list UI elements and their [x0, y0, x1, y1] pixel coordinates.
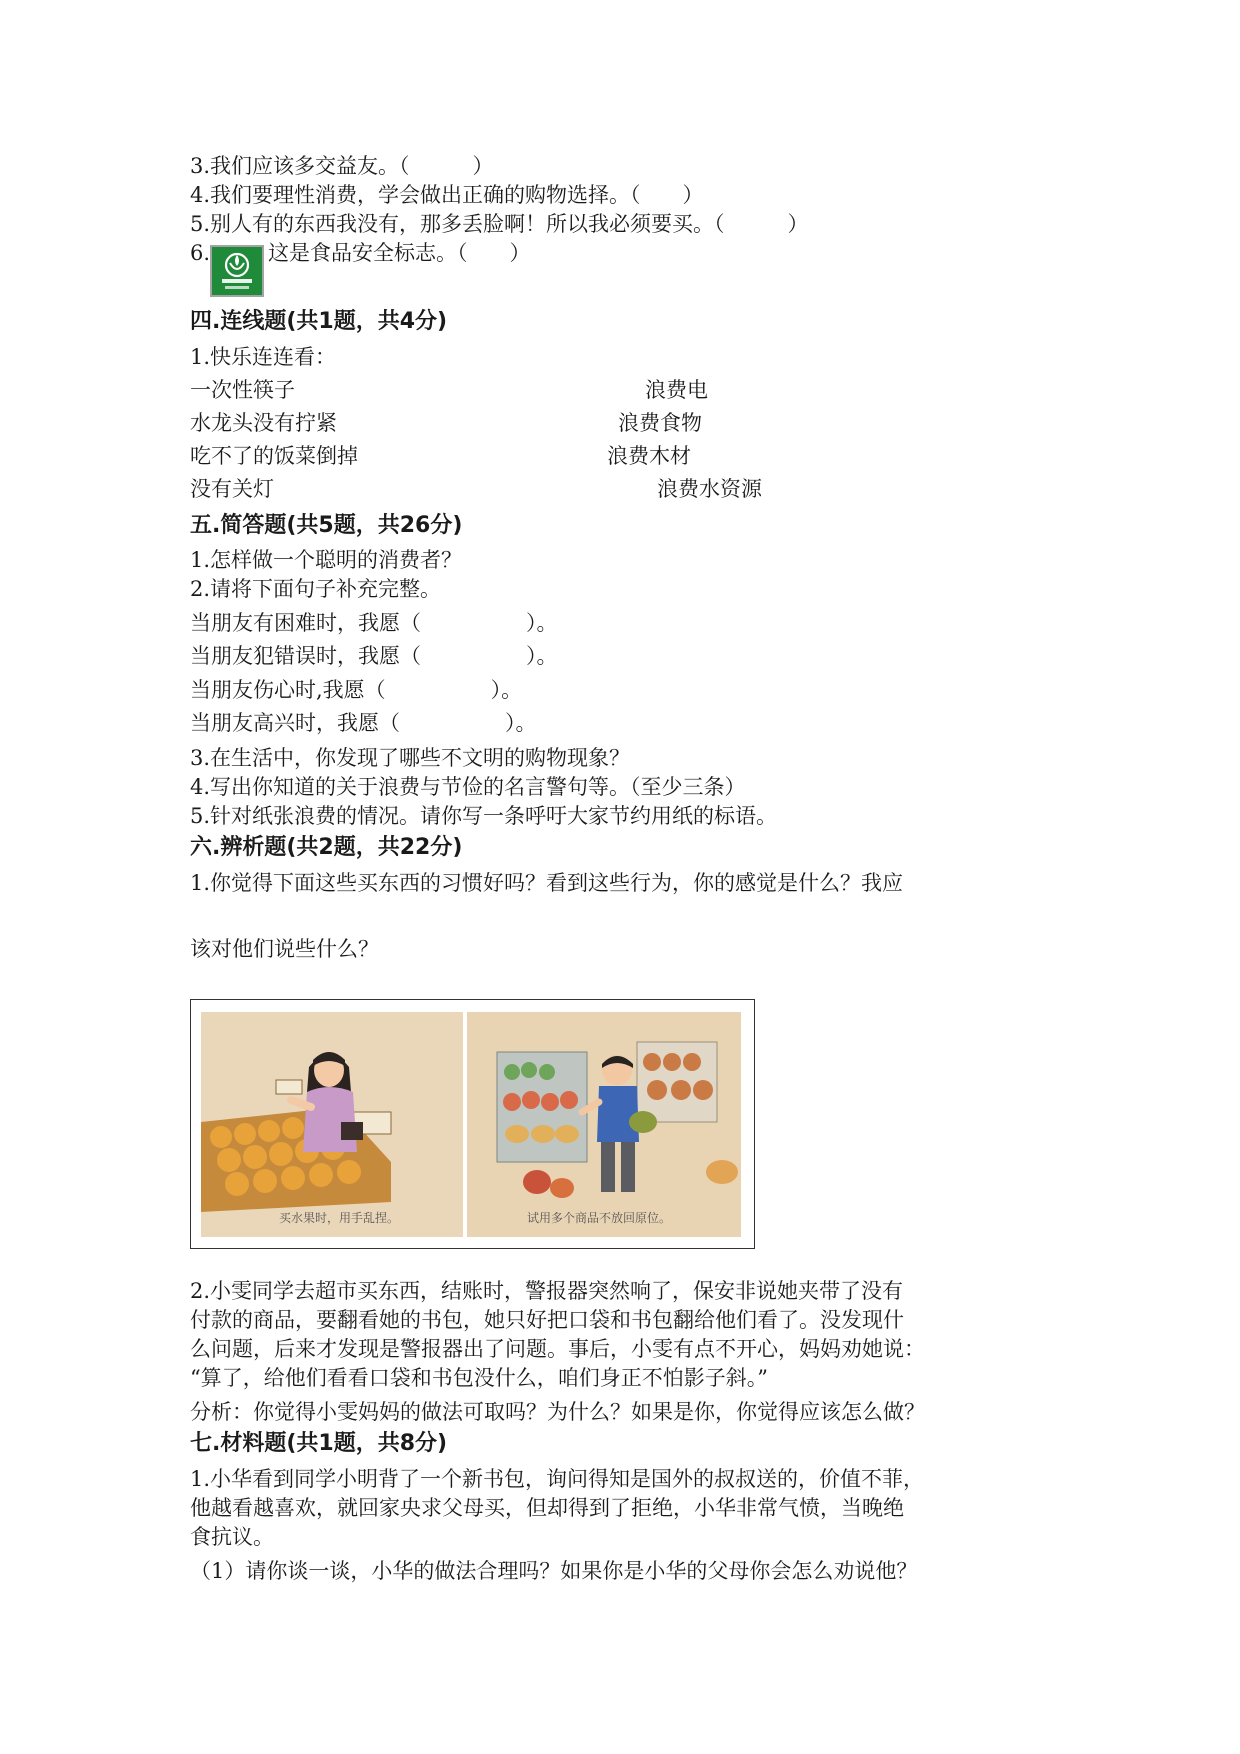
section6-heading: 六.辨析题(共2题，共22分)	[190, 835, 463, 860]
section7-heading: 七.材料题(共1题，共8分)	[190, 1431, 448, 1456]
judge-q6-number: 6.	[190, 241, 211, 265]
judge-q4: 4.我们要理性消费，学会做出正确的购物选择。（ ）	[190, 183, 704, 207]
fill-sentence: 当朋友犯错误时，我愿（ ）。	[190, 644, 558, 668]
shopping-illustration	[190, 999, 755, 1249]
material-q1-line: 他越看越喜欢，就回家央求父母买，但却得到了拒绝，小华非常气愤，当晚绝	[190, 1496, 904, 1520]
judge-q5: 5.别人有的东西我没有，那多丢脸啊！所以我必须要买。（ ）	[190, 212, 809, 236]
section4-heading: 四.连线题(共1题，共4分)	[190, 309, 448, 334]
judge-q6-text: 这是食品安全标志。（ ）	[268, 241, 531, 265]
fill-sentence: 当朋友伤心时,我愿（ ）。	[190, 678, 523, 702]
fill-sentence: 当朋友有困难时，我愿（ ）。	[190, 611, 558, 635]
section5-heading: 五.简答题(共5题，共26分)	[190, 513, 463, 538]
match-q1: 1.快乐连连看：	[190, 345, 337, 369]
fill-sentence: 当朋友高兴时，我愿（ ）。	[190, 711, 537, 735]
match-left-item[interactable]: 没有关灯	[190, 477, 274, 501]
material-sub1: （1）请你谈一谈，小华的做法合理吗？如果你是小华的父母你会怎么劝说他？	[190, 1559, 918, 1583]
match-right-item[interactable]: 浪费食物	[618, 411, 702, 435]
analysis-q2-line: 付款的商品，要翻看她的书包，她只好把口袋和书包翻给他们看了。没发现什	[190, 1308, 904, 1332]
caption-left: 买水果时，用手乱捏。	[279, 1211, 400, 1225]
green-food-logo-icon	[210, 245, 264, 297]
material-q1-line: 1.小华看到同学小明背了一个新书包，询问得知是国外的叔叔送的，价值不菲，	[190, 1467, 925, 1491]
analysis-q1-line: 该对他们说些什么？	[190, 937, 379, 961]
illustration-fruit-squeezing	[201, 1012, 463, 1237]
match-right-item[interactable]: 浪费电	[645, 378, 708, 402]
short-q3: 3.在生活中，你发现了哪些不文明的购物现象？	[190, 746, 631, 770]
match-right-item[interactable]: 浪费木材	[607, 444, 691, 468]
match-right-item[interactable]: 浪费水资源	[657, 477, 762, 501]
short-q1: 1.怎样做一个聪明的消费者？	[190, 548, 463, 572]
illustration-product-misplacing	[467, 1012, 741, 1237]
analysis-q1-line: 1.你觉得下面这些买东西的习惯好吗？看到这些行为，你的感觉是什么？我应	[190, 871, 904, 895]
analysis-q2-prompt: 分析：你觉得小雯妈妈的做法可取吗？为什么？如果是你，你觉得应该怎么做？	[190, 1400, 925, 1424]
caption-right: 试用多个商品不放回原位。	[527, 1211, 672, 1225]
short-q5: 5.针对纸张浪费的情况。请你写一条呼吁大家节约用纸的标语。	[190, 804, 778, 828]
analysis-q2-line: 2.小雯同学去超市买东西，结账时，警报器突然响了，保安非说她夹带了没有	[190, 1279, 904, 1303]
match-left-item[interactable]: 吃不了的饭菜倒掉	[190, 444, 358, 468]
short-q4: 4.写出你知道的关于浪费与节俭的名言警句等。（至少三条）	[190, 775, 746, 799]
match-left-item[interactable]: 水龙头没有拧紧	[190, 411, 337, 435]
judge-q3: 3.我们应该多交益友。（ ）	[190, 154, 494, 178]
analysis-q2-line: 么问题，后来才发现是警报器出了问题。事后，小雯有点不开心，妈妈劝她说：	[190, 1337, 925, 1361]
short-q2: 2.请将下面句子补充完整。	[190, 577, 442, 601]
match-left-item[interactable]: 一次性筷子	[190, 378, 295, 402]
analysis-q2-line: “算了，给他们看看口袋和书包没什么，咱们身正不怕影子斜。”	[190, 1366, 768, 1390]
material-q1-line: 食抗议。	[190, 1525, 274, 1549]
